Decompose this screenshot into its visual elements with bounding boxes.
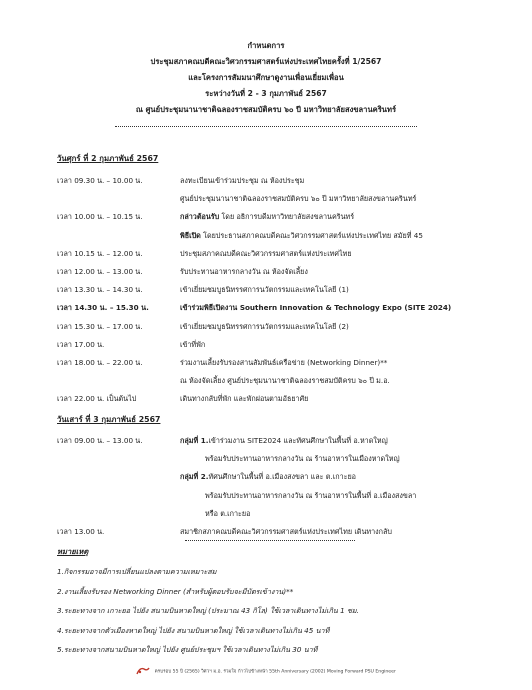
day1-row [57,212,492,227]
day2-row [57,454,492,469]
schedule-description [180,285,349,296]
header-line-4: ระหว่างวันที่ 2 - 3 กุมภาพันธ์ 2567 [205,89,327,98]
schedule-description [180,358,387,369]
schedule-description-text: หรือ ต.เกาะยอ [205,508,251,518]
schedule-time: เวลา 09.00 น. – 13.00 น. [57,436,143,445]
day1-row [57,194,492,209]
schedule-description [180,436,388,447]
day1-heading: วันศุกร์ ที่ 2 กุมภาพันธ์ 2567 [57,154,159,163]
day2-row [57,491,492,506]
schedule-description-text: เข้าเยี่ยมชมบูธนิทรรศการนวัตกรรมและเทคโนโลยี (2) [180,321,349,331]
day1-row [57,394,492,409]
schedule-description-text: พร้อมรับประทานอาหารกลางวัน ณ ร้านอาหารในเมืองหาดใหญ่ [205,454,400,464]
note-item: 3.ระยะทางจาก เกาะยอ ไปยัง สนามบินหาดใหญ่ (ประมาณ 43 กิโล) ใช้เวลาเดินทางไม่เกิน 1 ชม. [57,606,359,615]
note-item: 2.งานเลี้ยงรับรอง Networking Dinner (สำหรับผู้ตอบรับจะมีบัตรเข้างาน)** [57,586,294,596]
schedule-description [180,394,308,405]
schedule-description-text: รับประทานอาหารกลางวัน ณ ห้องจัดเลี้ยง [180,267,308,276]
day2-row [57,509,492,524]
header-line-3: และโครงการสัมมนาศึกษาดูงานเพื่อนเยี่ยมเพื่อน [188,73,344,82]
day1-row [57,376,492,391]
schedule-description-text: ทัศนศึกษาในพื้นที่ อ.เมืองสงขลา และ ต.เกาะยอ [208,472,356,482]
schedule-description-text: โดยประธานสภาคณบดีคณะวิศวกรรมศาสตร์แห่งประเทศไทย สมัยที่ 45 [200,230,423,240]
schedule-description [180,472,356,483]
schedule-description-text: พร้อมรับประทานอาหารกลางวัน ณ ร้านอาหารในพื้นที่ อ.เมืองสงขลา [205,490,417,500]
schedule-description [180,231,423,242]
schedule-description-text: ประชุมสภาคณบดีคณะวิศวกรรมศาสตร์แห่งประเทศไทย [180,248,352,258]
schedule-time: เวลา 13.00 น. [57,527,105,536]
note-item: 1.กิจกรรมอาจมีการเปลี่ยนแปลงตามความเหมาะสม [57,567,217,576]
day1-row [57,249,492,264]
schedule-description [180,176,304,187]
schedule-time: เวลา 10.15 น. – 12.00 น. [57,248,143,258]
schedule-description-text: ลงทะเบียนเข้าร่วมประชุม ณ ห้องประชุม [180,176,305,185]
day1-row [57,285,492,300]
schedule-description [180,376,390,387]
schedule-description-text: เข้าเยี่ยมชมบูธนิทรรศการนวัตกรรมและเทคโนโลยี (1) [180,285,349,295]
schedule-description-bold: กลุ่มที่ 2. [180,472,209,482]
schedule-description [180,249,352,260]
schedule-description [180,267,308,278]
day1-row [57,340,492,355]
schedule-description-text: เข้าที่พัก [180,339,206,349]
schedule-time: เวลา 17.00 น. [57,339,105,349]
schedule-description [205,454,400,465]
schedule-time: เวลา 12.00 น. – 13.00 น. [57,267,143,276]
schedule-time: เวลา 10.00 น. – 10.15 น. [57,212,143,222]
schedule-description-text: เข้าร่วมพิธีเปิดงาน Southern Innovation & Technology Expo (SITE 2024) [180,303,452,313]
footer [0,666,532,676]
schedule-description [180,194,416,205]
schedule-description-text: โดย อธิการบดีมหาวิทยาลัยสงขลานครินทร์ [219,212,355,222]
schedule-time: เวลา 09.30 น. – 10.00 น. [57,176,143,185]
schedule-description-bold: กลุ่มที่ 1. [180,436,209,445]
schedule-time: เวลา 15.30 น. – 17.00 น. [57,321,143,331]
notes-divider [185,540,355,541]
schedule-description-text: ณ ห้องจัดเลี้ยง ศูนย์ประชุมนานาชาติฉลองราชสมบัติครบ ๖๐ ปี ม.อ. [180,376,390,386]
day1-row [57,176,492,191]
schedule-description [205,509,250,520]
schedule-description [180,340,205,351]
day2-row [57,472,492,487]
header-divider [115,126,417,127]
day1-row [57,303,492,318]
schedule-description-text: สมาชิกสภาคณบดีคณะวิศวกรรมศาสตร์แห่งประเทศไทย เดินทางกลับ [180,527,392,536]
document-header [0,38,532,118]
note-item: 5.ระยะทางจากสนามบินหาดใหญ่ ไปยัง ศูนย์ประชุมฯ ใช้เวลาเดินทางไม่เกิน 30 นาที [57,645,318,654]
note-item: 4.ระยะทางจากตัวเมืองหาดใหญ่ ไปยัง สนามบินหาดใหญ่ ใช้เวลาเดินทางไม่เกิน 45 นาที [57,625,330,635]
schedule-description [180,212,354,223]
day2-row [57,436,492,451]
day1-row [57,322,492,337]
schedule-description [180,527,392,538]
schedule-description-text: ร่วมงานเลี้ยงรับรองสานสัมพันธ์เครือข่าย (Networking Dinner)** [180,358,388,367]
schedule-description-text: เข้าร่วมงาน SITE2024 และทัศนศึกษาในพื้นที่ อ.หาดใหญ่ [208,436,388,445]
schedule-time: เวลา 18.00 น. – 22.00 น. [57,358,143,367]
header-line-1: กำหนดการ [247,41,285,50]
schedule-description-text: ศูนย์ประชุมนานาชาติฉลองราชสมบัติครบ ๖๐ ปี มหาวิทยาลัยสงขลานครินทร์ [180,194,417,204]
schedule-description-bold: กล่าวต้อนรับ [180,212,220,222]
header-line-5: ณ ศูนย์ประชุมนานาชาติฉลองราชสมบัติครบ ๖๐ ปี มหาวิทยาลัยสงขลานครินทร์ [135,105,397,114]
anniversary-logo-icon [136,666,150,676]
header-line-2: ประชุมสภาคณบดีคณะวิศวกรรมศาสตร์แห่งประเทศไทยครั้งที่ 1/2567 [150,57,382,66]
day1-row [57,267,492,282]
day1-row [57,231,492,246]
schedule-description [205,491,416,502]
schedule-description [180,322,349,333]
schedule-description [180,303,451,314]
schedule-description-text: เดินทางกลับที่พัก และพักผ่อนตามอัธยาศัย [180,394,309,404]
schedule-description-bold: พิธีเปิด [180,230,201,240]
footer-text: ครบรอบ 55 ปี (2565) วิศวฯ ม.อ. ร่วมใจ ก้าวไปข้างหน้า 55th Anniversary (2002) Moving Forward PSU Engineer [154,669,396,675]
schedule-time: เวลา 22.00 น. เป็นต้นไป [57,394,137,404]
day1-row [57,358,492,373]
schedule-time: เวลา 13.30 น. – 14.30 น. [57,285,143,295]
day2-heading: วันเสาร์ ที่ 3 กุมภาพันธ์ 2567 [57,415,161,424]
schedule-time: เวลา 14.30 น. – 15.30 น. [57,303,149,313]
notes-title: หมายเหตุ [57,547,89,556]
